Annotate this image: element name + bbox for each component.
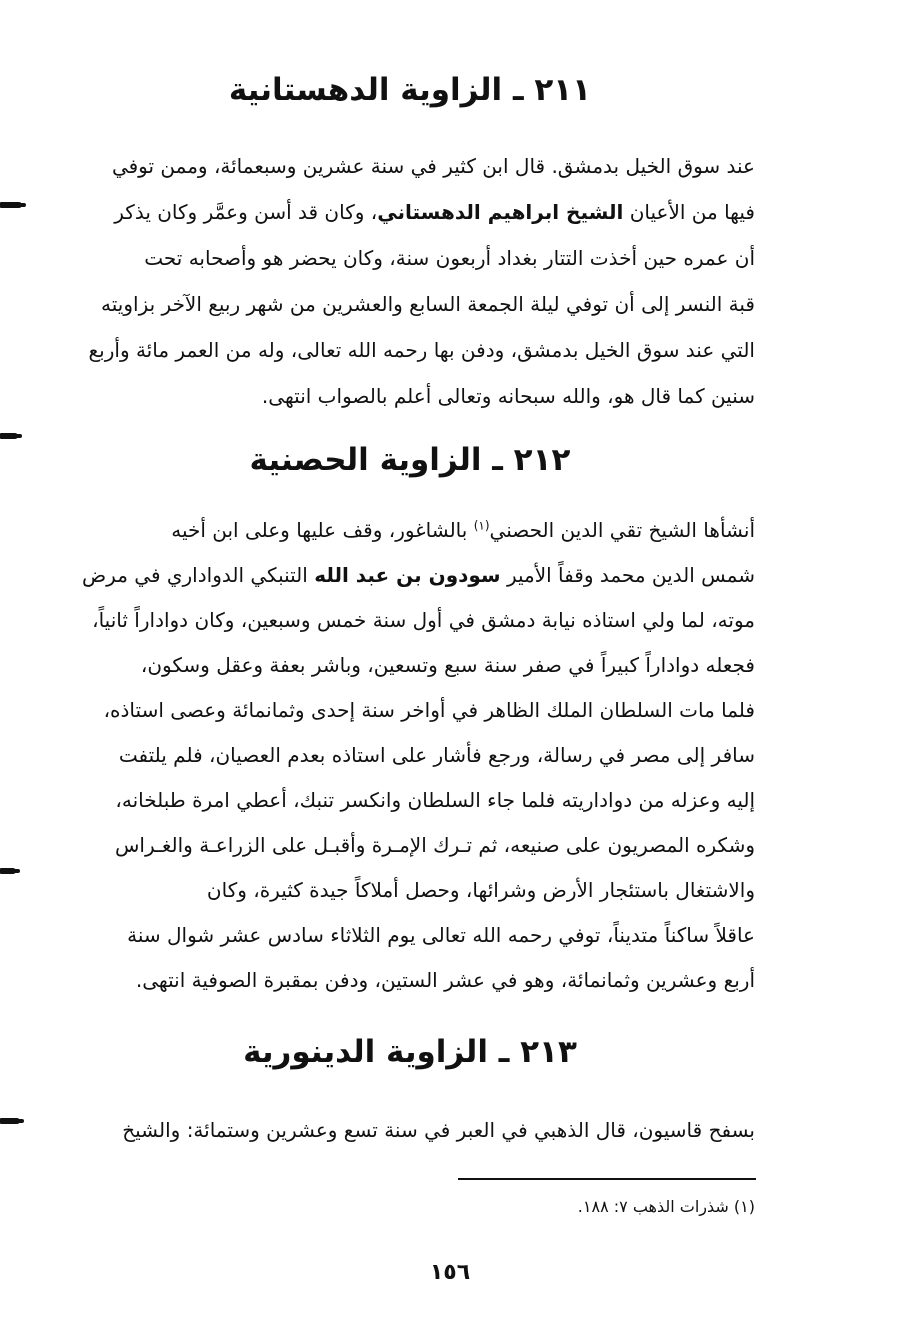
text-run: ، وكان قد أسن وعمَّر وكان يذكر bbox=[114, 200, 378, 224]
footnote-marker: (١) bbox=[473, 518, 490, 533]
page-number: ١٥٦ bbox=[429, 1260, 471, 1285]
footnote: (١) شذرات الذهب ٧: ١٨٨. bbox=[577, 1197, 755, 1216]
text-line: فجعله دواداراً كبيراً في صفر سنة سبع وتسعين، وباشر بعفة وعقل وسكون، bbox=[140, 653, 755, 677]
text-line: وشكره المصريون على صنيعه، ثم تـرك الإمـرة وأقبـل على الزراعـة والغـراس bbox=[115, 833, 755, 857]
section-body-213 bbox=[60, 1107, 755, 1153]
footnote-separator bbox=[458, 1178, 756, 1180]
text-line: عاقلاً ساكناً متديناً، توفي رحمه الله تعالى يوم الثلاثاء سادس عشر شوال سنة bbox=[127, 923, 755, 947]
text-line: أربع وعشرين وثمانمائة، وهو في عشر الستين، ودفن بمقبرة الصوفية انتهى. bbox=[135, 968, 755, 992]
text-line: سنين كما قال هو، والله سبحانه وتعالى أعلم بالصواب انتهى. bbox=[261, 384, 755, 408]
section-heading-213: ٢١٣ ـ الزاوية الدينورية bbox=[243, 1034, 577, 1070]
text-line bbox=[60, 189, 755, 235]
text-line: التي عند سوق الخيل بدمشق، ودفن بها رحمه الله تعالى، وله من العمر مائة وأربع bbox=[88, 338, 755, 362]
text-run: بالشاغور، وقف عليها وعلى ابن أخيه bbox=[171, 518, 474, 542]
person-name-bold: الشيخ ابراهيم الدهستاني bbox=[377, 200, 624, 224]
text-run: فيها من الأعيان bbox=[623, 200, 755, 224]
text-line: أن عمره حين أخذت التتار بغداد أربعون سنة، وكان يحضر هو وأصحابه تحت bbox=[144, 246, 755, 270]
text-line: قبة النسر إلى أن توفي ليلة الجمعة السابع والعشرين من شهر ربيع الآخر بزاويته bbox=[101, 292, 755, 316]
text-line: بسفح قاسيون، قال الذهبي في العبر في سنة تسع وعشرين وستمائة: والشيخ bbox=[122, 1118, 755, 1142]
text-line: إليه وعزله من دواداريته فلما جاء السلطان وانكسر تنبك، أعطي امرة طبلخانه، bbox=[115, 788, 755, 812]
margin-mark bbox=[0, 868, 16, 874]
section-heading-211: ٢١١ ـ الزاوية الدهستانية bbox=[228, 72, 592, 108]
margin-mark bbox=[0, 433, 18, 439]
section-heading-212: ٢١٢ ـ الزاوية الحصنية bbox=[249, 442, 571, 478]
text-line: سافر إلى مصر في رسالة، ورجع فأشار على استاذه بعدم العصيان، فلم يلتفت bbox=[118, 743, 755, 767]
text-run: التنبكي الدواداري في مرض bbox=[81, 563, 315, 587]
section-body-212 bbox=[60, 508, 755, 1003]
text-line: والاشتغال باستئجار الأرض وشرائها، وحصل أملاكاً جيدة كثيرة، وكان bbox=[206, 878, 755, 902]
text-run: أنشأها الشيخ تقي الدين الحصني bbox=[489, 518, 755, 542]
text-line: فلما مات السلطان الملك الظاهر في أواخر سنة إحدى وثمانمائة وعصى استاذه، bbox=[103, 698, 755, 722]
margin-mark bbox=[0, 1118, 20, 1124]
text-line bbox=[60, 508, 755, 553]
text-line: موته، لما ولي استاذه نيابة دمشق في أول سنة خمس وسبعين، وكان دواداراً ثانياً، bbox=[92, 608, 755, 632]
text-line bbox=[60, 553, 755, 598]
text-line: عند سوق الخيل بدمشق. قال ابن كثير في سنة عشرين وسبعمائة، وممن توفي bbox=[111, 154, 755, 178]
text-run: شمس الدين محمد وقفاً الأمير bbox=[500, 563, 755, 587]
person-name-bold: سودون بن عبد الله bbox=[314, 563, 501, 587]
margin-mark bbox=[0, 202, 22, 208]
section-body-211 bbox=[60, 143, 755, 419]
